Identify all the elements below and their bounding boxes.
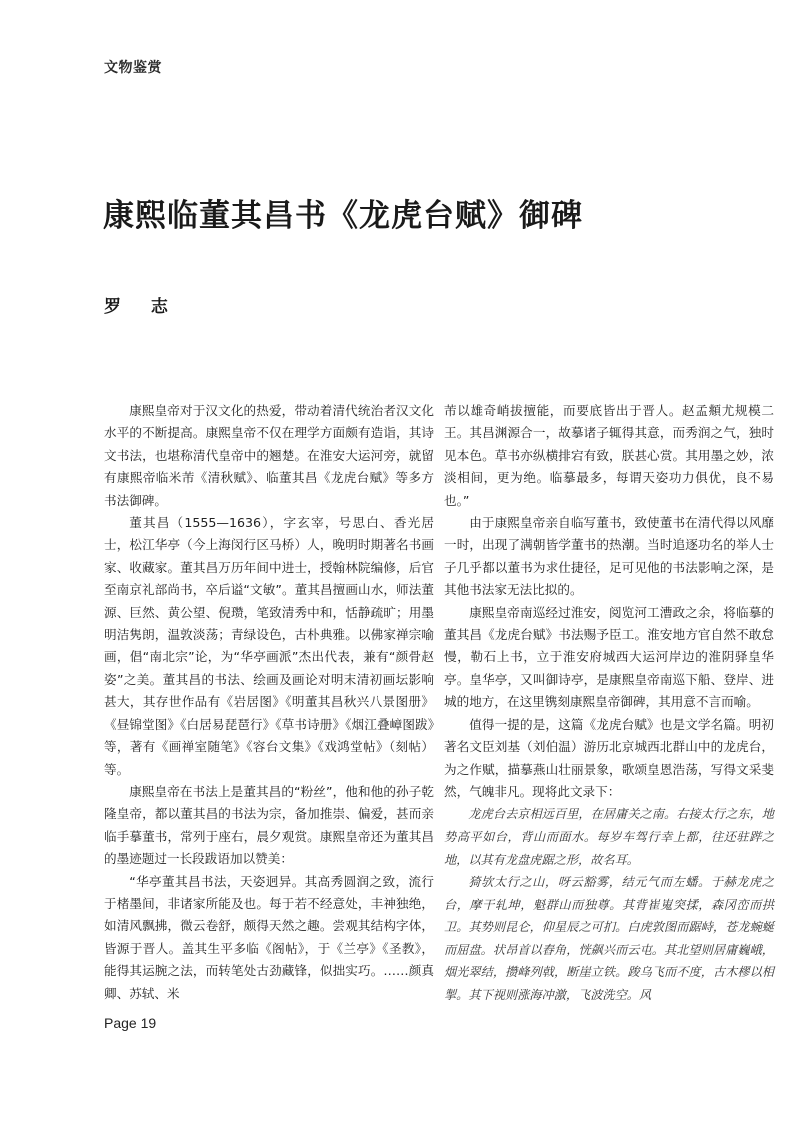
paragraph: 由于康熙皇帝亲自临写董书，致使董书在清代得以风靡一时，出现了满朝皆学董书的热潮。当时追逐功名的举人士子几乎都以董书为求仕捷径，足可见他的书法影响之深，是其他书法家无法比拟的。 xyxy=(444,515,774,598)
paragraph-quote: “华亭董其昌书法，天姿迥异。其高秀圆润之致，流行于楮墨间，非诸家所能及也。每于若不经意处，丰神独绝，如清风飘拂，微云卷舒，颇得天然之趣。尝观其结构字体，皆源于晋人。盖其生平多临《阁帖》，于《兰亭》《圣教》，能得其运腕之法，而转笔处古劲藏锋，似拙实巧。……颜真卿、苏轼、米 xyxy=(104,873,434,1001)
section-label: 文物鉴赏 xyxy=(104,60,162,76)
article-title: 康熙临董其昌书《龙虎台赋》御碑 xyxy=(103,197,583,234)
paragraph: 值得一提的是，这篇《龙虎台赋》也是文学名篇。明初著名文臣刘基（刘伯温）游历北京城西北群山中的龙虎台，为之作赋，描摹燕山壮丽景象，歌颂皇恩浩荡，写得文采斐然，气魄非凡。现将此文录下： xyxy=(444,716,774,799)
fu-paragraph: 龙虎台去京相远百里，在居庸关之南。右接太行之东，地势高平如台，背山而面水。每岁车驾行幸上都，往还驻跸之地，以其有龙盘虎踞之形，故名耳。 xyxy=(444,807,774,867)
article-author: 罗 志 xyxy=(104,297,180,317)
paragraph: 康熙皇帝对于汉文化的热爱，带动着清代统治者汉文化水平的不断提高。康熙皇帝不仅在理学方面颇有造诣，其诗文书法，也堪称清代皇帝中的翘楚。在淮安大运河旁，就留有康熙帝临米芾《清秋赋》、临董其昌《龙虎台赋》等多方书法御碑。 xyxy=(104,403,434,508)
right-column xyxy=(444,400,774,1007)
paragraph: 康熙皇帝南巡经过淮安，阅览河工漕政之余，将临摹的董其昌《龙虎台赋》书法赐予臣工。淮安地方官自然不敢怠慢，勒石上书，立于淮安府城西大运河岸边的淮阴驿皇华亭。皇华亭，又叫御诗亭，是康熙皇帝南巡下船、登岸、进城的地方，在这里镌刻康熙皇帝御碑，其用意不言而喻。 xyxy=(444,604,774,710)
left-column xyxy=(104,400,434,1005)
fu-paragraph: 猗欤太行之山，呀云豁雾，结元气而左蟠。于赫龙虎之台，摩干轧坤，魁群山而独尊。其背崔嵬突揉，森冈峦而拱卫。其势则昆仑，仰星辰之可扪。白虎敦图而踞峙，苍龙蜿蜒而屈盘。状昂首以舂角，恍飙兴而云屯。其北望则居庸巍峨，烟光翠结，攒峰列戟，断崖立铁。踆乌飞而不度，古木樛以相掣。其下视则涨海冲激，飞波洗空。风 xyxy=(444,875,774,1003)
paragraph-quote-continued: 芾以雄奇峭拔擅能，而要底皆出于晋人。赵孟頫尤规模二王。其昌渊源合一，故摹诸子辄得其意，而秀润之气，独时见本色。草书亦纵横排宕有致，朕甚心赏。其用墨之妙，浓淡相间，更为绝。临摹最多，每谓天姿功力俱优，良不易也。” xyxy=(444,403,774,508)
paragraph: 康熙皇帝在书法上是董其昌的“粉丝”，他和他的孙子乾隆皇帝，都以董其昌的书法为宗，备加推崇、偏爱，甚而亲临手摹董书，常列于座右，晨夕观赏。康熙皇帝还为董其昌的墨迹题过一长段跋语加以赞美： xyxy=(104,783,434,867)
paragraph: 董其昌（1555—1636），字玄宰，号思白、香光居士，松江华亭（今上海闵行区马桥）人，晚明时期著名书画家、收藏家。董其昌万历年间中进士，授翰林院编修，后官至南京礼部尚书，卒后谥“文敏”。董其昌擅画山水，师法董源、巨然、黄公望、倪瓒，笔致清秀中和，恬静疏旷；用墨明洁隽朗，温敦淡荡；青绿设色，古朴典雅。以佛家禅宗喻画，倡“南北宗”论，为“华亭画派”杰出代表，兼有“颜骨赵姿”之美。董其昌的书法、绘画及画论对明末清初画坛影响甚大，其存世作品有《岩居图》《明董其昌秋兴八景图册》《昼锦堂图》《白居易琵琶行》《草书诗册》《烟江叠嶂图跋》等，著有《画禅室随笔》《容台文集》《戏鸿堂帖》（刻帖）等。 xyxy=(104,515,434,777)
page-number: Page 19 xyxy=(104,1015,157,1031)
